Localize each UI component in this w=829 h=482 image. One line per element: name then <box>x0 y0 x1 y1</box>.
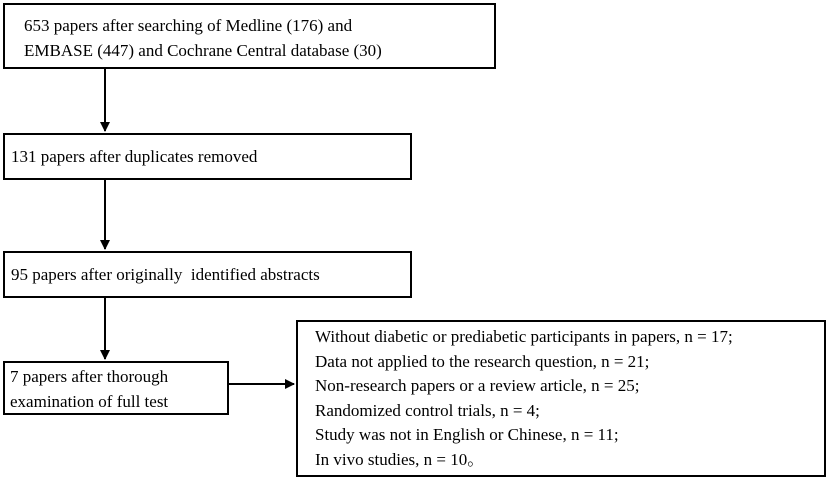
search-results-line-1: 653 papers after searching of Medline (176) and <box>24 16 353 35</box>
duplicates-removed-text: 131 papers after duplicates removed <box>11 147 258 166</box>
full-text-examination-box <box>3 361 229 415</box>
exclusion-item: Randomized control trials, n = 4; <box>315 400 540 420</box>
search-results-line-2: EMBASE (447) and Cochrane Central database (30) <box>24 41 382 60</box>
abstracts-identified-box <box>3 251 412 298</box>
full-text-line-1: 7 papers after thorough <box>10 367 169 386</box>
exclusion-item: Without diabetic or prediabetic participants in papers, n = 17; <box>315 327 733 346</box>
search-results-box <box>3 3 496 69</box>
exclusion-item: Data not applied to the research question, n = 21; <box>315 351 650 371</box>
exclusion-reasons-box <box>296 320 826 477</box>
abstracts-identified-text: 95 papers after originally identified abstracts <box>11 265 320 284</box>
full-text-line-2: examination of full test <box>10 392 169 411</box>
duplicates-removed-box <box>3 133 412 180</box>
exclusion-item: Study was not in English or Chinese, n = 11; <box>315 425 619 444</box>
exclusion-item: In vivo studies, n = 10。 <box>315 449 485 469</box>
exclusion-item: Non-research papers or a review article, n = 25; <box>315 376 640 395</box>
